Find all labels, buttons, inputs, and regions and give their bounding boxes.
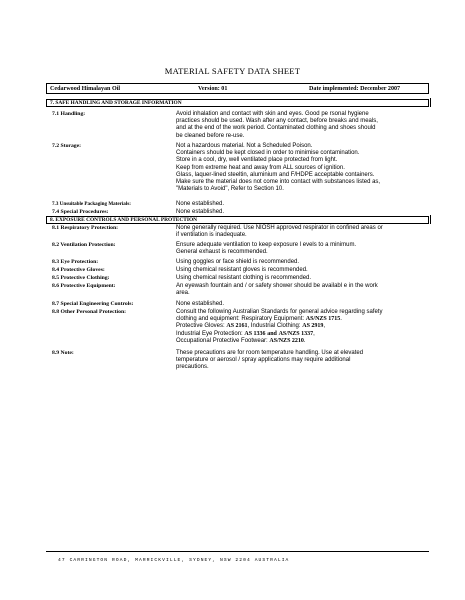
clothing-label: 8.5 Protective Clothing: — [52, 275, 110, 281]
note-line: These precautions are for room temperature handling. Use at elevated — [176, 350, 364, 356]
gloves-label: 8.4 Protective Gloves: — [52, 267, 105, 273]
ventilation-line: Ensure adequate ventilation to keep exposure l evels to a minimum. — [176, 242, 357, 248]
heading-marker — [430, 215, 431, 224]
respiratory-line: if ventilation is inadequate. — [176, 232, 247, 239]
section-8-heading — [46, 216, 429, 224]
storage-line: Glass, laquer-lined steeltin, aluminium and F/HDPE acceptable containers. — [176, 171, 375, 178]
other-line-5: Occupational Protective Footwear: AS/NZS 2210. — [176, 337, 306, 344]
standard-code: AS 2919 — [302, 323, 324, 330]
section-7-heading — [46, 99, 429, 107]
storage-line: Make sure the material does not come into contact with substances listed as, — [176, 179, 381, 186]
standard-text: Industrial Eye Protection: — [176, 330, 243, 337]
ventilation-line: General exhaust is recommended. — [176, 249, 268, 256]
storage-line: Not a hazardous material. Not a Scheduled Poison. — [176, 143, 313, 149]
standard-text: , Industrial Clothing: — [247, 323, 301, 330]
respiratory-text — [176, 225, 426, 239]
note-line: precautions. — [176, 364, 209, 371]
standard-text: and — [267, 330, 277, 337]
engineering-label: 8.7 Special Engineering Controls: — [52, 301, 134, 307]
respiratory-label: 8.1 Respiratory Protection: — [52, 225, 119, 231]
equipment-label: 8.6 Protective Equipment: — [52, 283, 116, 289]
handling-line: Avoid inhalation and contact with skin and eyes. Good pe rsonal hygiene — [176, 111, 369, 117]
other-line-1: Consult the following Australian Standards for general advice regarding safety — [176, 309, 383, 315]
standard-code: AS 1336 — [244, 330, 266, 337]
storage-text — [176, 143, 426, 193]
document-title: MATERIAL SAFETY DATA SHEET — [164, 66, 301, 76]
section-8-heading-text: 8. EXPOSURE CONTROLS AND PERSONAL PROTECTION — [50, 217, 198, 223]
equipment-text — [176, 283, 426, 297]
storage-line: Containers should be kept closed in order to minimise contamination. — [176, 150, 360, 157]
standard-code: AS 2161 — [226, 323, 248, 330]
product-name: Cedarwood Himalayan Oil — [50, 85, 121, 92]
standard-text: Occupational Protective Footwear: — [176, 337, 268, 344]
note-line: temperature or aerosol / spray applications may require additional — [176, 357, 351, 364]
ventilation-text — [176, 242, 426, 256]
version-label: Version: 01 — [198, 85, 228, 92]
standard-code: AS/NZS 1337 — [278, 330, 314, 337]
standard-text: clothing and equipment: Respiratory Equipment: — [176, 316, 305, 323]
other-line-3: Protective Gloves: AS 2161, Industrial Clothing: AS 2919, — [176, 323, 326, 330]
standard-code: AS/NZS 2210 — [269, 337, 304, 344]
footer-divider — [46, 551, 429, 552]
respiratory-line: None generally required. Use NIOSH approved respirator in confined areas or — [176, 225, 383, 231]
equipment-line: An eyewash fountain and / or safety shower should be availabl e in the work — [176, 283, 378, 289]
storage-label: 7.2 Storage: — [52, 143, 82, 149]
unsuitable-packaging-label: 7.3 Unsuitable Packaging Materials: — [52, 201, 131, 207]
other-protection-label: 8.8 Other Personal Protection: — [52, 309, 127, 315]
equipment-line: area. — [176, 290, 190, 297]
clothing-value: Using chemical resistant clothing is recommended. — [176, 275, 312, 281]
unsuitable-packaging-value: None established. — [176, 201, 225, 207]
date-implemented: Date implemented: December 2007 — [309, 85, 401, 92]
engineering-value: None established. — [176, 301, 225, 307]
special-procedures-label: 7.4 Special Procedures: — [52, 209, 109, 215]
standard-text: Protective Gloves: — [176, 323, 225, 330]
eye-protection-label: 8.3 Eye Protection: — [52, 259, 99, 265]
other-line-2: clothing and equipment: Respiratory Equipment: AS/NZS 1715. — [176, 316, 342, 323]
note-label: 8.9 Note: — [52, 350, 74, 356]
handling-text — [176, 111, 426, 140]
handling-label: 7.1 Handling: — [52, 111, 86, 117]
footer-address: 47 CARRINGTON ROAD, MARRICKVILLE, SYDNEY, NSW 2204 AUSTRALIA — [58, 558, 290, 563]
other-line-4: Industrial Eye Protection: AS 1336 and AS/NZS 1337, — [176, 330, 315, 337]
storage-line: Store in a cool, dry, well ventilated place protected from light. — [176, 157, 338, 164]
handling-line: and at the end of the work period. Contaminated clothing and shoes should — [176, 125, 376, 132]
handling-line: practices should be used. Wash after any contact, before breaks and meals, — [176, 118, 378, 125]
note-text — [176, 350, 426, 372]
other-protection-text — [176, 309, 426, 345]
handling-line: be cleaned before re-use. — [176, 132, 245, 139]
special-procedures-value: None established. — [176, 209, 225, 215]
ventilation-label: 8.2 Ventilation Protection: — [52, 242, 116, 248]
standard-code: AS/NZS 1715 — [305, 316, 341, 323]
storage-line: Keep from extreme heat and away from ALL sources of ignition. — [176, 164, 345, 171]
heading-marker — [430, 98, 431, 107]
section-7-heading-text: 7. SAFE HANDLING AND STORAGE INFORMATION — [50, 100, 182, 106]
gloves-value: Using chemical resistant gloves is recommended. — [176, 267, 308, 273]
storage-line: "Materials to Avoid", Refer to Section 10. — [176, 186, 284, 193]
eye-protection-value: Using goggles or face shield is recommended. — [176, 259, 300, 265]
product-header-box — [46, 83, 429, 94]
